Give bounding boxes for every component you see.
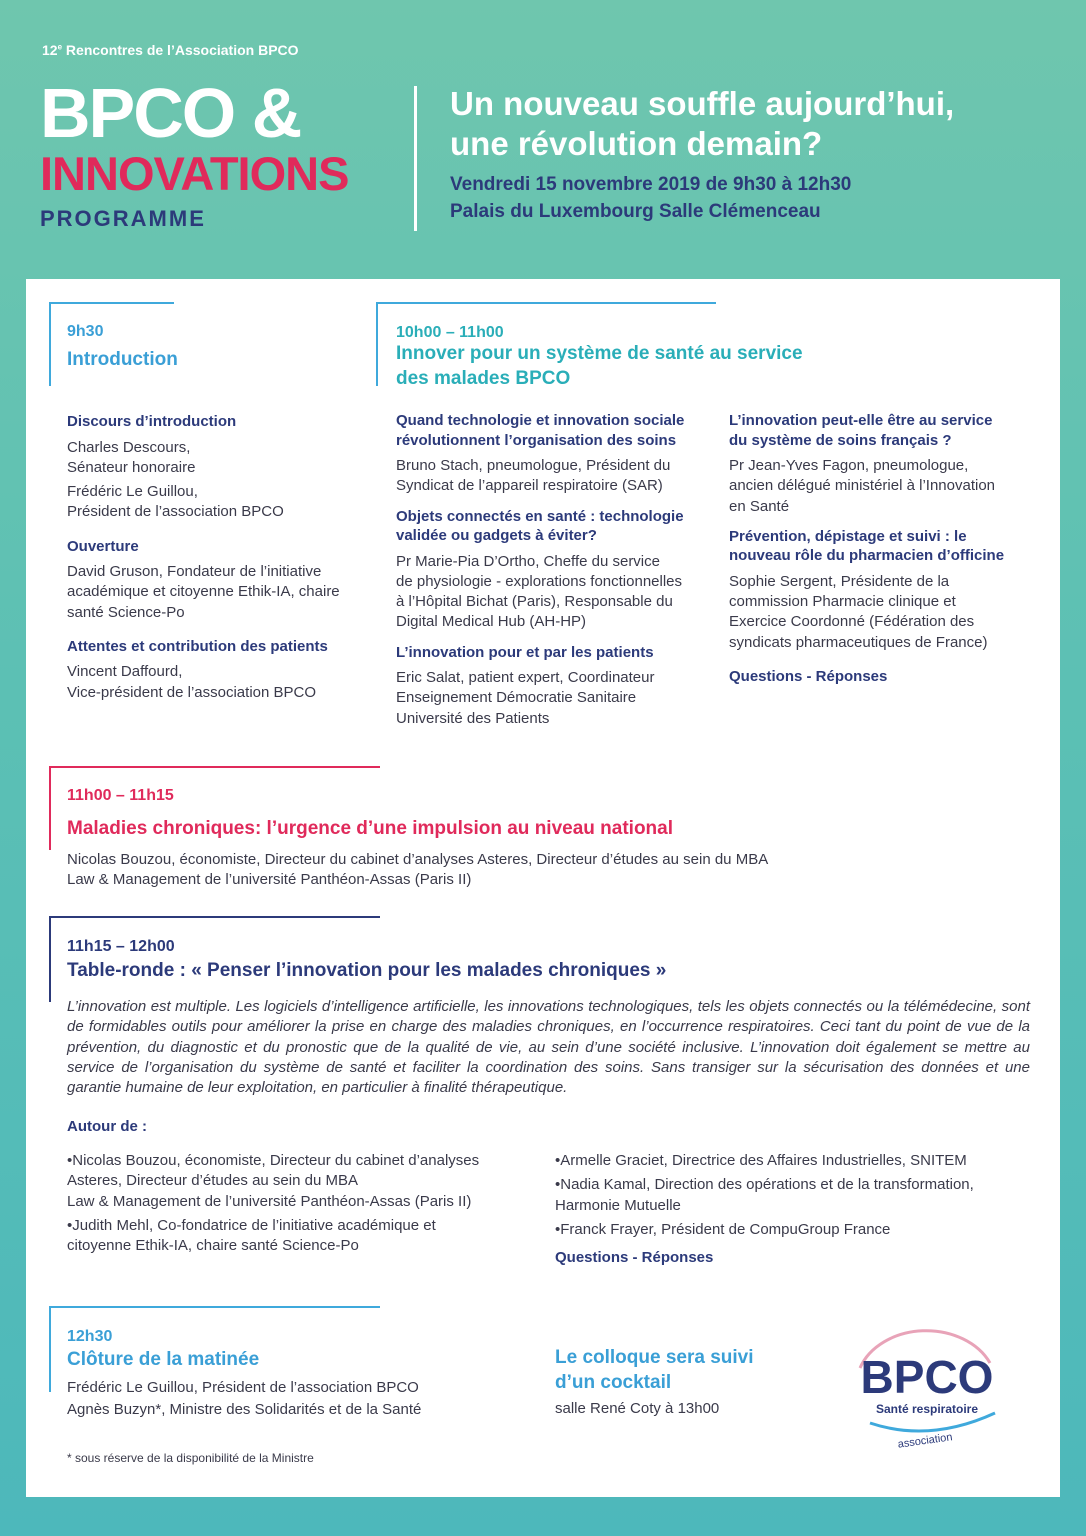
session3-paragraph: L’innovation est multiple. Les logiciels d’intelligence artificielle, les innovations technologiques, tels les objets connectés ou la télémédecine, sont de formidables outils pour améliorer la prise en charge des maladies chroniques, en l’occurrence respiratoires. Ceci tant du point de vue de la prévention, du diagnostic et du pronostic que de la qualité de vie, au sein d’une société inclusive. L’innovation doit également se mettre au service de l’organisation du système de santé et faciliter la coordination des soins. Sans transiger sur la sécurisation des données et une garantie humaine de leur exploitation, en particulier à finalité thérapeutique. — [67, 998, 1030, 1096]
slogan: Un nouveau souffle aujourd’hui, une révolution demain? — [450, 85, 955, 163]
session1-left-col: Quand technologie et innovation sociale révolutionnent l’organisation des soins Bruno Stach, pneumologue, Président du Syndicat de l’appareil respiratoire (SAR) Objets connectés en santé : technologie validée ou gadgets à éviter? Pr Marie-Pia D’Ortho, Cheffe du service de physiologie - explorations fonctionnelles à l’Hôpital Bichat (Paris), Responsable du Digital Medical Hub (AH-HP) L’innovation pour et par les patients Eric Salat, patient expert, Coordinateur Enseignement Démocratie Sanitaire Université des Patients — [396, 411, 721, 729]
intro-frame-left — [49, 302, 51, 386]
logo-tagline: Santé respiratoire — [875, 1402, 979, 1416]
header-divider — [414, 86, 417, 231]
talk-title: Objets connectés en santé : technologie validée ou gadgets à éviter? — [396, 507, 684, 544]
talk-title: L’innovation pour et par les patients — [396, 643, 654, 661]
session2-time: 11h00 – 11h15 — [67, 787, 174, 804]
panelist: •Nadia Kamal, Direction des opérations et de la transformation, Harmonie Mutuelle — [555, 1176, 974, 1214]
session2-title: Maladies chroniques: l’urgence d’une impulsion au niveau national — [67, 818, 673, 839]
closing-frame-left — [49, 1306, 51, 1392]
session3-time: 11h15 – 12h00 — [67, 938, 175, 955]
qa-label: Questions - Réponses — [555, 1249, 714, 1266]
session3-frame-left — [49, 916, 51, 1002]
edition-line: 12e Rencontres de l’Association BPCO — [42, 42, 299, 58]
programme-label: PROGRAMME — [40, 206, 206, 231]
around-label: Autour de : — [67, 1118, 147, 1135]
intro-frame-top — [49, 302, 174, 304]
closing-title: Clôture de la matinée — [67, 1349, 260, 1370]
panelist: •Nicolas Bouzou, économiste, Directeur du cabinet d’analyses Asteres, Directeur d’études au sein du MBA Law & Management de l’université Panthéon-Assas (Paris II) — [67, 1152, 480, 1210]
session2-speaker: Nicolas Bouzou, économiste, Directeur du cabinet d’analyses Asteres, Directeur d’études au sein du MBA Law & Management de l’université Panthéon-Assas (Paris II) — [67, 851, 769, 889]
intro-title: Introduction — [67, 349, 178, 370]
logo-innovations: INNOVATIONS — [40, 147, 349, 200]
session1-right-col: L’innovation peut-elle être au service du système de soins français ? Pr Jean-Yves Fagon, pneumologue, ancien délégué ministériel à l’Innovation en Santé Prévention, dépistage et suivi : le nouveau rôle du pharmacien d’officine Sophie Sergent, Présidente de la commission Pharmacie clinique et Exercice Coordonné (Fédération des syndicats pharmaceutiques de France) Questions - Réponses — [729, 411, 1039, 686]
session2-frame-top — [49, 766, 380, 768]
logo-brand-name: BPCO — [860, 1351, 994, 1403]
session1-title: Innover pour un système de santé au service des malades BPCO — [396, 343, 803, 389]
closing-speakers: Frédéric Le Guillou, Président de l’association BPCO Agnès Buzyn*, Ministre des Solidarités et de la Santé — [67, 1379, 422, 1418]
closing-frame-top — [49, 1306, 380, 1308]
intro-heading: Ouverture — [67, 537, 139, 555]
session2-frame-left — [49, 766, 51, 850]
cocktail-title: Le colloque sera suivi d’un cocktail — [555, 1347, 754, 1393]
session3-title: Table-ronde : « Penser l’innovation pour les malades chroniques » — [67, 960, 667, 981]
event-date-venue: Vendredi 15 novembre 2019 de 9h30 à 12h30 Palais du Luxembourg Salle Clémenceau — [450, 174, 852, 222]
footnote: * sous réserve de la disponibilité de la Ministre — [67, 1451, 314, 1465]
talk-title: L’innovation peut-elle être au service du système de soins français ? — [729, 412, 993, 449]
logo-assoc: association — [897, 1431, 954, 1451]
cocktail-place: salle René Coty à 13h00 — [555, 1400, 720, 1417]
talk-title: Prévention, dépistage et suivi : le nouveau rôle du pharmacien d’officine — [729, 527, 1005, 565]
closing-time: 12h30 — [67, 1328, 113, 1345]
talk-title: Quand technologie et innovation sociale révolutionnent l’organisation des soins — [396, 412, 685, 449]
association-logo — [830, 1318, 1020, 1453]
intro-items: Discours d’introduction Charles Descours, Sénateur honoraire Frédéric Le Guillou, Président de l’association BPCO Ouverture David Gruson, Fondateur de l’initiative académique et citoyenne Ethik-IA, chaire santé Science-Po Attentes et contribution des patients Vincent Daffourd, Vice-président de l’association BPCO — [67, 412, 367, 703]
qa-label: Questions - Réponses — [729, 667, 888, 685]
panelist: •Franck Frayer, Président de CompuGroup France — [555, 1220, 891, 1238]
panelist: •Judith Mehl, Co-fondatrice de l’initiative académique et citoyenne Ethik-IA, chaire santé Science-Po — [67, 1216, 436, 1254]
panelists-right — [555, 1151, 1035, 1268]
logo-bpco: BPCO & — [40, 74, 301, 152]
session1-frame-left — [376, 302, 378, 386]
session1-time: 10h00 – 11h00 — [396, 324, 504, 341]
intro-heading: Discours d’introduction — [67, 413, 237, 430]
panelist: •Armelle Graciet, Directrice des Affaires Industrielles, SNITEM — [555, 1152, 967, 1169]
panelists-left — [67, 1151, 517, 1256]
session1-frame-top — [376, 302, 716, 304]
session3-frame-top — [49, 916, 380, 918]
intro-heading: Attentes et contribution des patients — [67, 637, 328, 655]
intro-time: 9h30 — [67, 323, 104, 340]
